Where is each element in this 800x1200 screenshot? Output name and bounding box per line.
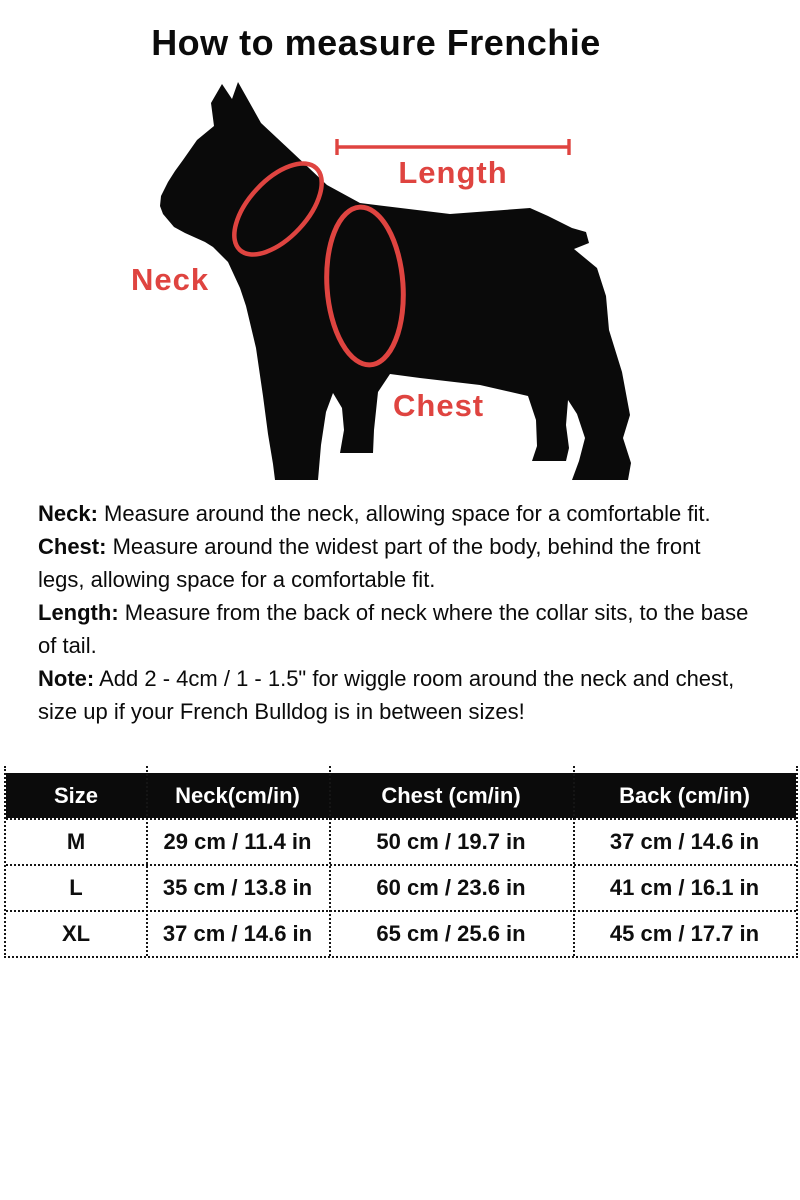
table-column-divider [146, 766, 148, 956]
instruction-note-term: Note: [38, 666, 95, 691]
cell-back: 45 cm / 17.7 in [609, 921, 760, 946]
length-label: Length [398, 155, 508, 190]
page-title: How to measure Frenchie [151, 22, 601, 63]
instruction-chest-term: Chest: [38, 534, 107, 559]
chest-label: Chest [393, 388, 485, 423]
instruction-chest [38, 530, 752, 596]
neck-label: Neck [131, 262, 210, 297]
cell-back: 41 cm / 16.1 in [609, 875, 760, 900]
measurement-instructions [38, 497, 752, 728]
table-column-divider [329, 766, 331, 956]
cell-size: M [66, 829, 86, 854]
cell-neck: 37 cm / 14.6 in [162, 921, 313, 946]
header-size: Size [53, 782, 99, 808]
instruction-length-term: Length: [38, 600, 119, 625]
cell-neck: 29 cm / 11.4 in [163, 829, 312, 854]
header-neck: Neck(cm/in) [175, 782, 300, 808]
cell-neck: 35 cm / 13.8 in [162, 875, 313, 900]
table-row [6, 818, 796, 864]
instruction-length [38, 596, 752, 662]
table-row [6, 910, 796, 956]
table-header-row [6, 773, 796, 818]
cell-size: XL [61, 921, 91, 946]
table-row [6, 864, 796, 910]
instruction-neck-text: Measure around the neck, allowing space for a comfortable fit. [104, 501, 711, 526]
instruction-note [38, 662, 752, 728]
length-measure-line-icon [337, 139, 569, 155]
table-column-divider [573, 766, 575, 956]
cell-size: L [69, 875, 83, 900]
cell-chest: 50 cm / 19.7 in [376, 829, 526, 854]
instruction-chest-text: Measure around the widest part of the body, behind the front legs, allowing space for a comfortable fit. [38, 534, 701, 592]
cell-chest: 60 cm / 23.6 in [376, 875, 526, 900]
size-chart-table [4, 766, 798, 958]
header-chest: Chest (cm/in) [381, 782, 521, 808]
cell-chest: 65 cm / 25.6 in [376, 921, 526, 946]
instruction-note-text: Add 2 - 4cm / 1 - 1.5" for wiggle room around the neck and chest, size up if your French Bulldog is in between sizes! [38, 666, 735, 724]
frenchie-measurement-diagram [0, 0, 800, 500]
instruction-neck [38, 497, 752, 530]
header-back: Back (cm/in) [619, 782, 750, 808]
cell-back: 37 cm / 14.6 in [609, 829, 760, 854]
instruction-neck-term: Neck: [38, 501, 98, 526]
instruction-length-text: Measure from the back of neck where the collar sits, to the base of tail. [38, 600, 749, 658]
